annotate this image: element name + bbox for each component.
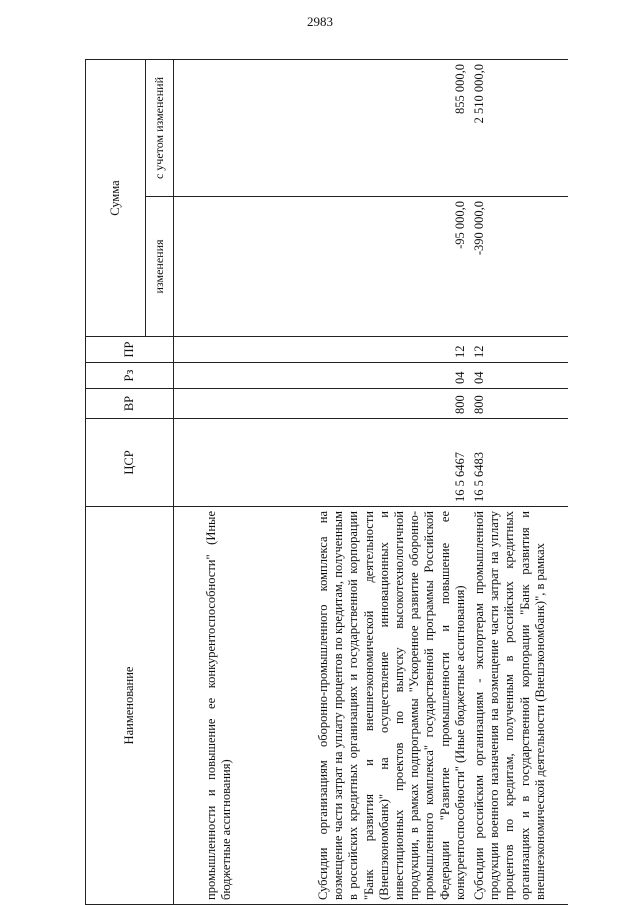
row-vr [174, 389, 235, 419]
row-name: Субсидии российским организациям - экспортерам промышленной продукции военного назначения на возмещение части затрат на уплату процентов по кредитам, полученным в российских кредитных организациях и в государственной корпорации "Банк развития и внешнеэкономической деятельности (Внешэкономбанк)", в рамках [468, 507, 568, 905]
row-csr: 16 5 6483 [468, 419, 568, 507]
header-rz: Рз [86, 363, 174, 389]
header-name: Наименование [86, 507, 174, 905]
header-pr: ПР [86, 337, 174, 363]
row-total: 2 510 000,0 [468, 60, 568, 197]
row-csr [174, 419, 235, 507]
row-csr: 16 5 6467 [234, 419, 468, 507]
header-csr: ЦСР [86, 419, 174, 507]
table-row [234, 60, 468, 905]
header-sum: Сумма [86, 60, 146, 337]
row-change: -95 000,0 [234, 197, 468, 337]
row-total: 855 000,0 [234, 60, 468, 197]
table-row [174, 60, 235, 905]
row-change [174, 197, 235, 337]
header-vr: ВР [86, 389, 174, 419]
table-row [468, 60, 568, 905]
budget-table-sheet [85, 60, 565, 905]
page-number: 2983 [307, 14, 333, 29]
header-changes: изменения [146, 197, 174, 337]
row-name: Субсидии организациям оборонно-промышленного комплекса на возмещение части затрат на уплату процентов по кредитам, полученным в российских кредитных организациях и государственной корпорации "Банк развития и внешнеэкономической деятельности (Внешэкономбанк)" на осуществление инновационных и инвестиционных проектов по выпуску высокотехнологичной продукции, в рамках подпрограммы "Ускоренное развитие оборонно-промышленного комплекса" государственной программы Российской Федерации "Развитие промышленности и повышение ее конкурентоспособности" (Иные бюджетные ассигнования) [234, 507, 468, 905]
row-pr: 12 [468, 337, 568, 363]
row-pr: 12 [234, 337, 468, 363]
row-total [174, 60, 235, 197]
row-rz: 04 [468, 363, 568, 389]
row-rz: 04 [234, 363, 468, 389]
row-pr [174, 337, 235, 363]
row-rz [174, 363, 235, 389]
row-vr: 800 [468, 389, 568, 419]
row-vr: 800 [234, 389, 468, 419]
budget-table [85, 59, 568, 905]
row-name: промышленности и повышение ее конкурентоспособности" (Иные бюджетные ассигнования) [174, 507, 235, 905]
header-with-changes: с учетом изменений [146, 60, 174, 197]
row-change: -390 000,0 [468, 197, 568, 337]
